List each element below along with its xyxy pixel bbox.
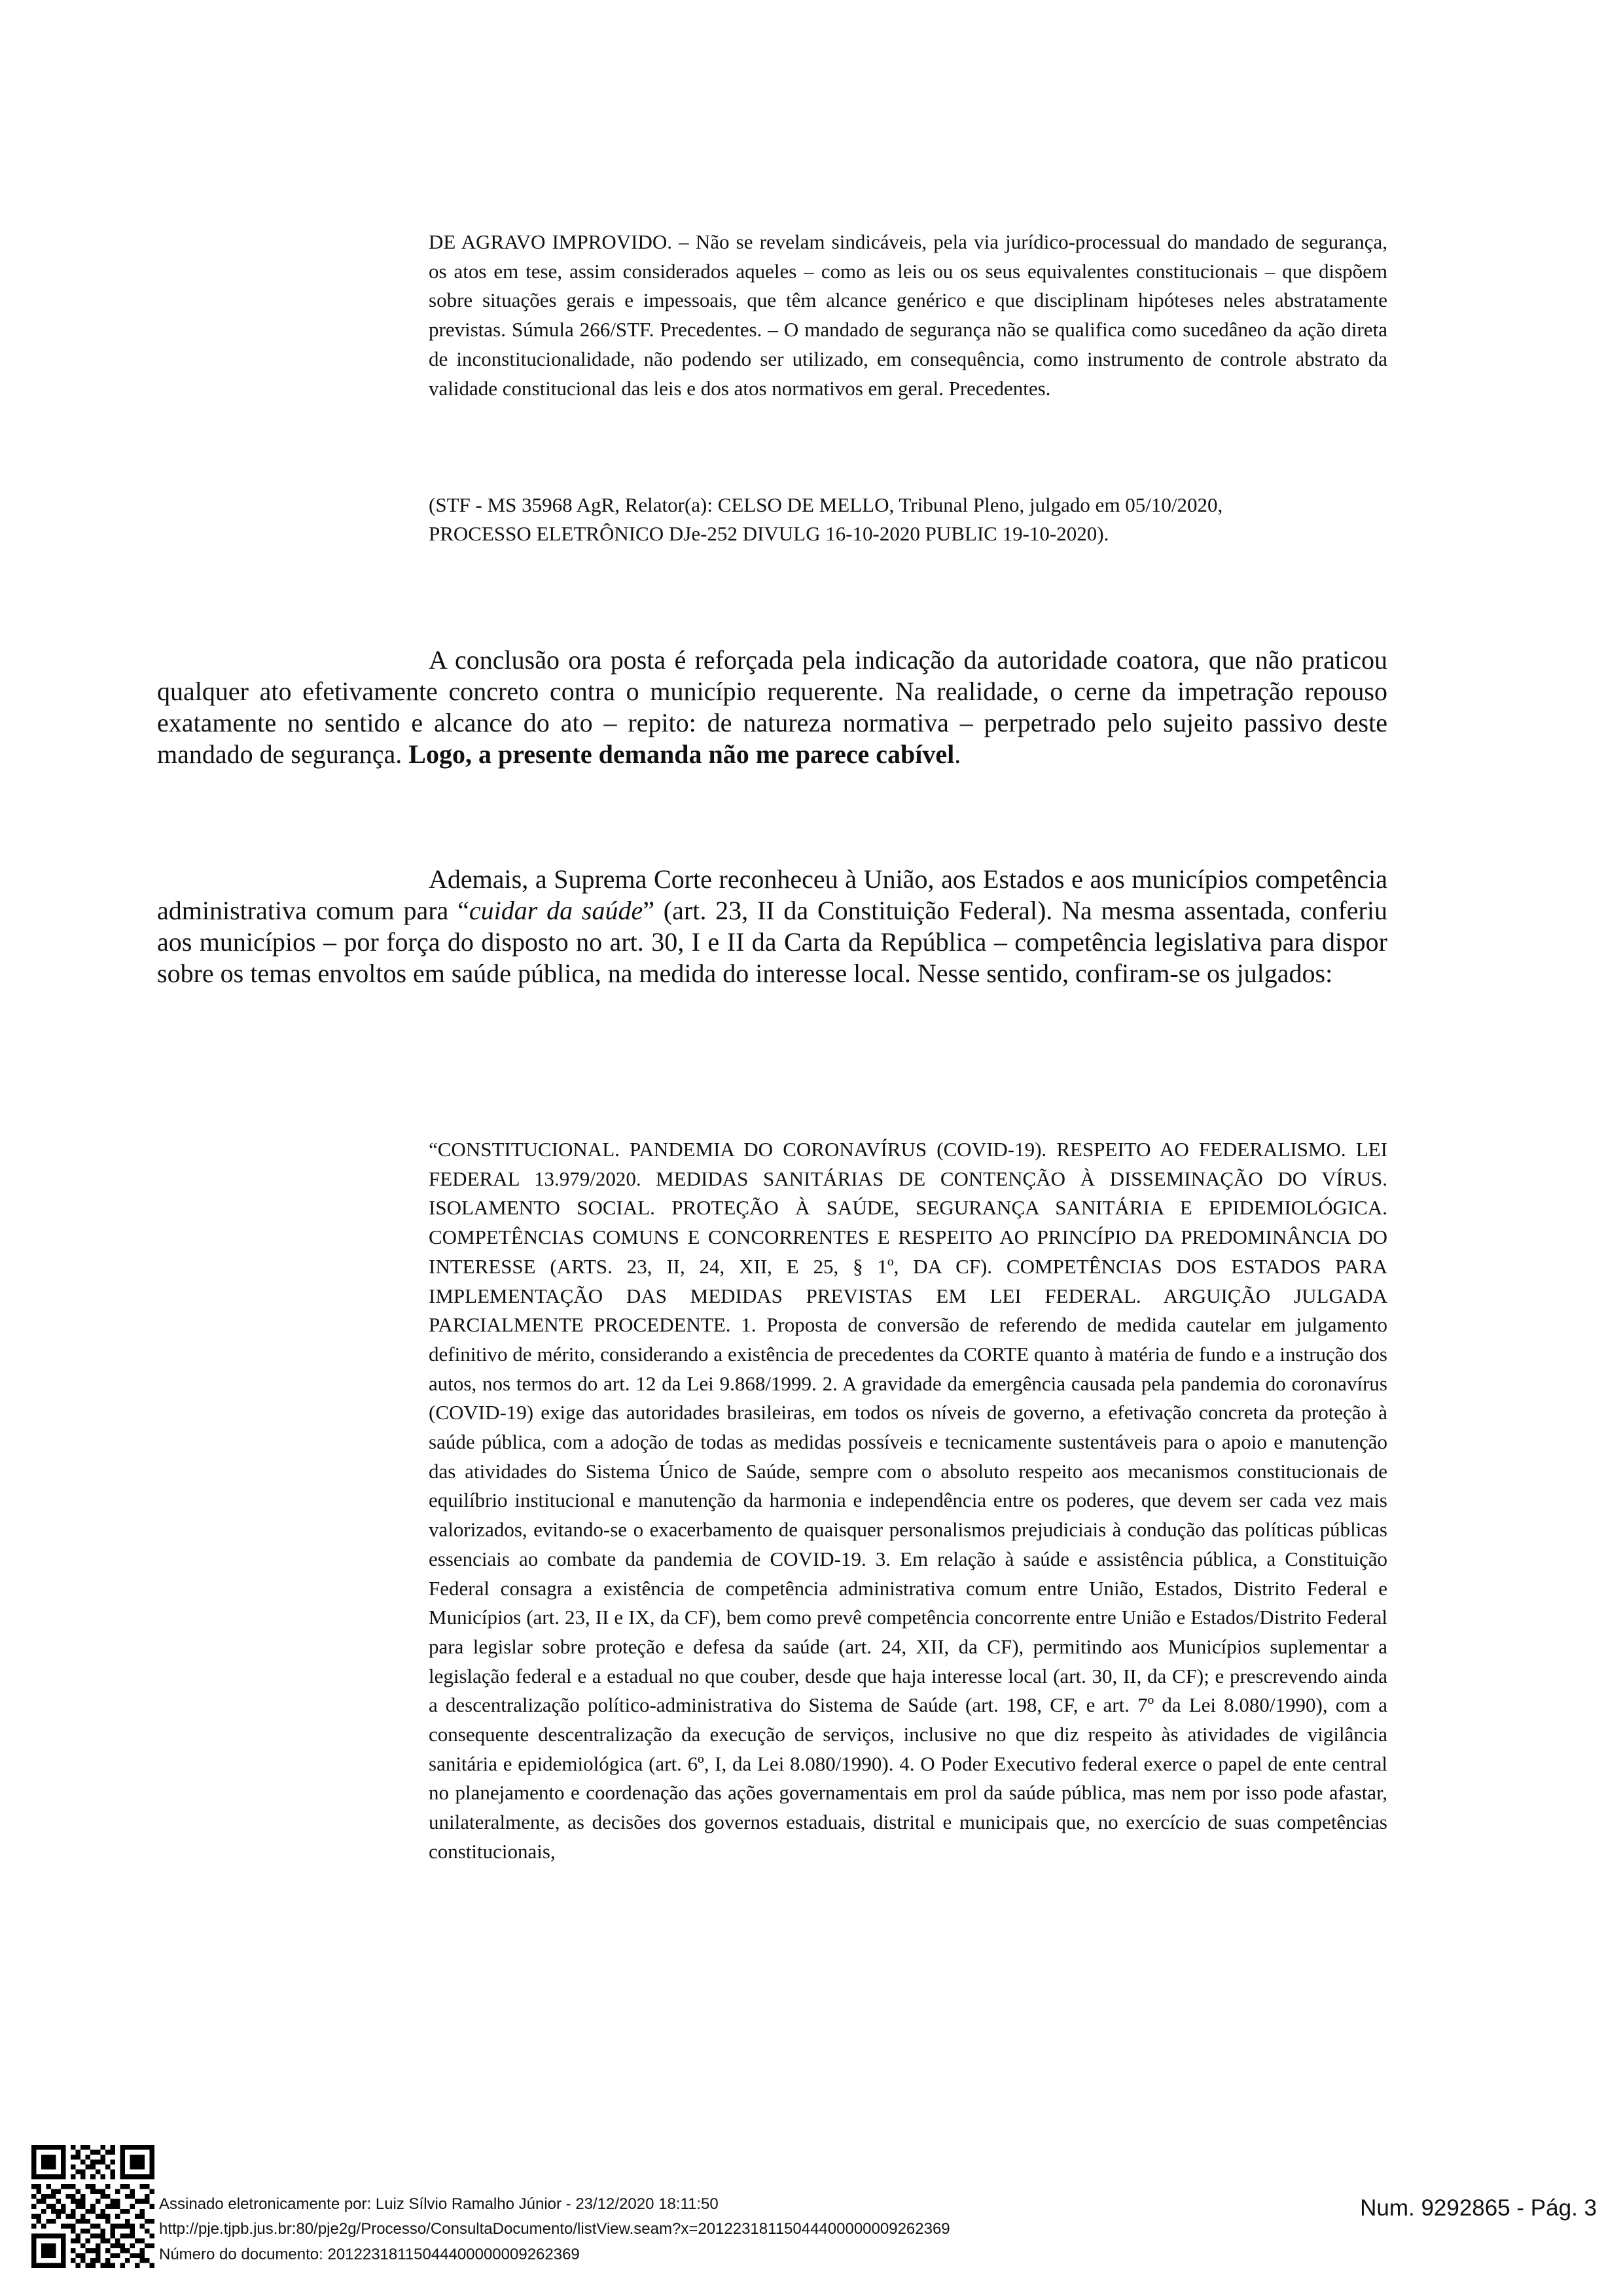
paragraph-competencia-italic: cuidar da saúde xyxy=(469,896,643,925)
footer-document-number: Número do documento: 20122318115044400000009262369 xyxy=(159,2246,580,2263)
citation-ms-35968 xyxy=(429,491,1387,548)
quote-block-covid-19: “CONSTITUCIONAL. PANDEMIA DO CORONAVÍRUS (COVID-19). RESPEITO AO FEDERALISMO. LEI FEDERAL 13.979/2020. MEDIDAS SANITÁRIAS DE CONTENÇÃO À DISSEMINAÇÃO DO VÍRUS. ISOLAMENTO SOCIAL. PROTEÇÃO À SAÚDE, SEGURANÇA SANITÁRIA E EPIDEMIOLÓGICA. COMPETÊNCIAS COMUNS E CONCORRENTES E RESPEITO AO PRINCÍPIO DA PREDOMINÂNCIA DO INTERESSE (ARTS. 23, II, 24, XII, E 25, § 1º, DA CF). COMPETÊNCIAS DOS ESTADOS PARA IMPLEMENTAÇÃO DAS MEDIDAS PREVISTAS EM LEI FEDERAL. ARGUIÇÃO JULGADA PARCIALMENTE PROCEDENTE. 1. Proposta de conversão de referendo de medida cautelar em julgamento definitivo de mérito, considerando a existência de precedentes da CORTE quanto à matéria de fundo e a instrução dos autos, nos termos do art. 12 da Lei 9.868/1999. 2. A gravidade da emergência causada pela pandemia do coronavírus (COVID-19) exige das autoridades brasileiras, em todos os níveis de governo, a efetivação concreta da proteção à saúde pública, com a adoção de todas as medidas possíveis e tecnicamente sustentáveis para o apoio e manutenção das atividades do Sistema Único de Saúde, sempre com o absoluto respeito aos mecanismos constitucionais de equilíbrio institucional e manutenção da harmonia e independência entre os poderes, que devem ser cada vez mais valorizados, evitando-se o exacerbamento de quaisquer personalismos prejudiciais à condução das políticas públicas essenciais ao combate da pandemia de COVID-19. 3. Em relação à saúde e assistência pública, a Constituição Federal consagra a existência de competência administrativa comum entre União, Estados, Distrito Federal e Municípios (art. 23, II e IX, da CF), bem como prevê competência concorrente entre União e Estados/Distrito Federal para legislar sobre proteção e defesa da saúde (art. 24, XII, da CF), permitindo aos Municípios suplementar a legislação federal e a estadual no que couber, desde que haja interesse local (art. 30, II, da CF); e prescrevendo ainda a descentralização político-administrativa do Sistema de Saúde (art. 198, CF, e art. 7º da Lei 8.080/1990), com a consequente descentralização da execução de serviços, inclusive no que diz respeito às atividades de vigilância sanitária e epidemiológica (art. 6º, I, da Lei 8.080/1990). 4. O Poder Executivo federal exerce o papel de ente central no planejamento e coordenação das ações governamentais em prol da saúde pública, mas nem por isso pode afastar, unilateralmente, as decisões dos governos estaduais, distrital e municipais que, no exercício de suas competências constitucionais, xyxy=(429,1138,1387,1863)
paragraph-competencia-pre: Ademais, a Suprema Corte reconheceu à União, aos Estados e aos municípios competência administrativa comum para “ xyxy=(157,864,1387,925)
paragraph-competencia xyxy=(157,864,1387,989)
citation-line-2: PROCESSO ELETRÔNICO DJe-252 DIVULG 16-10-2020 PUBLIC 19-10-2020). xyxy=(429,522,1109,545)
footer-signed-by: Assinado eletronicamente por: Luiz Sílvio Ramalho Júnior - 23/12/2020 18:11:50 xyxy=(159,2195,719,2213)
paragraph-conclusion-text: A conclusão ora posta é reforçada pela indicação da autoridade coatora, que não praticou qualquer ato efetivamente concreto contra o município requerente. Na realidade, o cerne da impetração repouso exatamente no sentido e alcance do ato – repito: de natureza normativa – perpetrado pelo sujeito passivo deste mandado de segurança. xyxy=(157,645,1387,769)
paragraph-conclusion-end: . xyxy=(954,739,961,769)
paragraph-conclusion-bold: Logo, a presente demanda não me parece cabível xyxy=(408,739,955,769)
paragraph-competencia-post: ” (art. 23, II da Constituição Federal). Na mesma assentada, conferiu aos municípios – por força do disposto no art. 30, I e II da Carta da República – competência legislativa para dispor sobre os temas envoltos em saúde pública, na medida do interesse local. Nesse sentido, confiram-se os julgados: xyxy=(157,896,1387,988)
quote-block-ms-35968: DE AGRAVO IMPROVIDO. – Não se revelam sindicáveis, pela via jurídico-processual do mandado de segurança, os atos em tese, assim considerados aqueles – como as leis ou os seus equivalentes constitucionais – que dispõem sobre situações gerais e impessoais, que têm alcance genérico e que disciplinam hipóteses neles abstratamente previstas. Súmula 266/STF. Precedentes. – O mandado de segurança não se qualifica como sucedâneo da ação direta de inconstitucionalidade, não podendo ser utilizado, em consequência, como instrumento de controle abstrato da validade constitucional das leis e dos atos normativos em geral. Precedentes. xyxy=(429,230,1387,400)
qr-code-icon xyxy=(31,2145,154,2268)
paragraph-conclusion xyxy=(157,645,1387,770)
page-number: Num. 9292865 - Pág. 3 xyxy=(1360,2195,1597,2221)
footer-url-link[interactable]: http://pje.tjpb.jus.br:80/pje2g/Processo/ConsultaDocumento/listView.seam?x=20122318115044400000009262369 xyxy=(159,2220,950,2238)
citation-line-1: (STF - MS 35968 AgR, Relator(a): CELSO DE MELLO, Tribunal Pleno, julgado em 05/10/2020, xyxy=(429,493,1223,516)
